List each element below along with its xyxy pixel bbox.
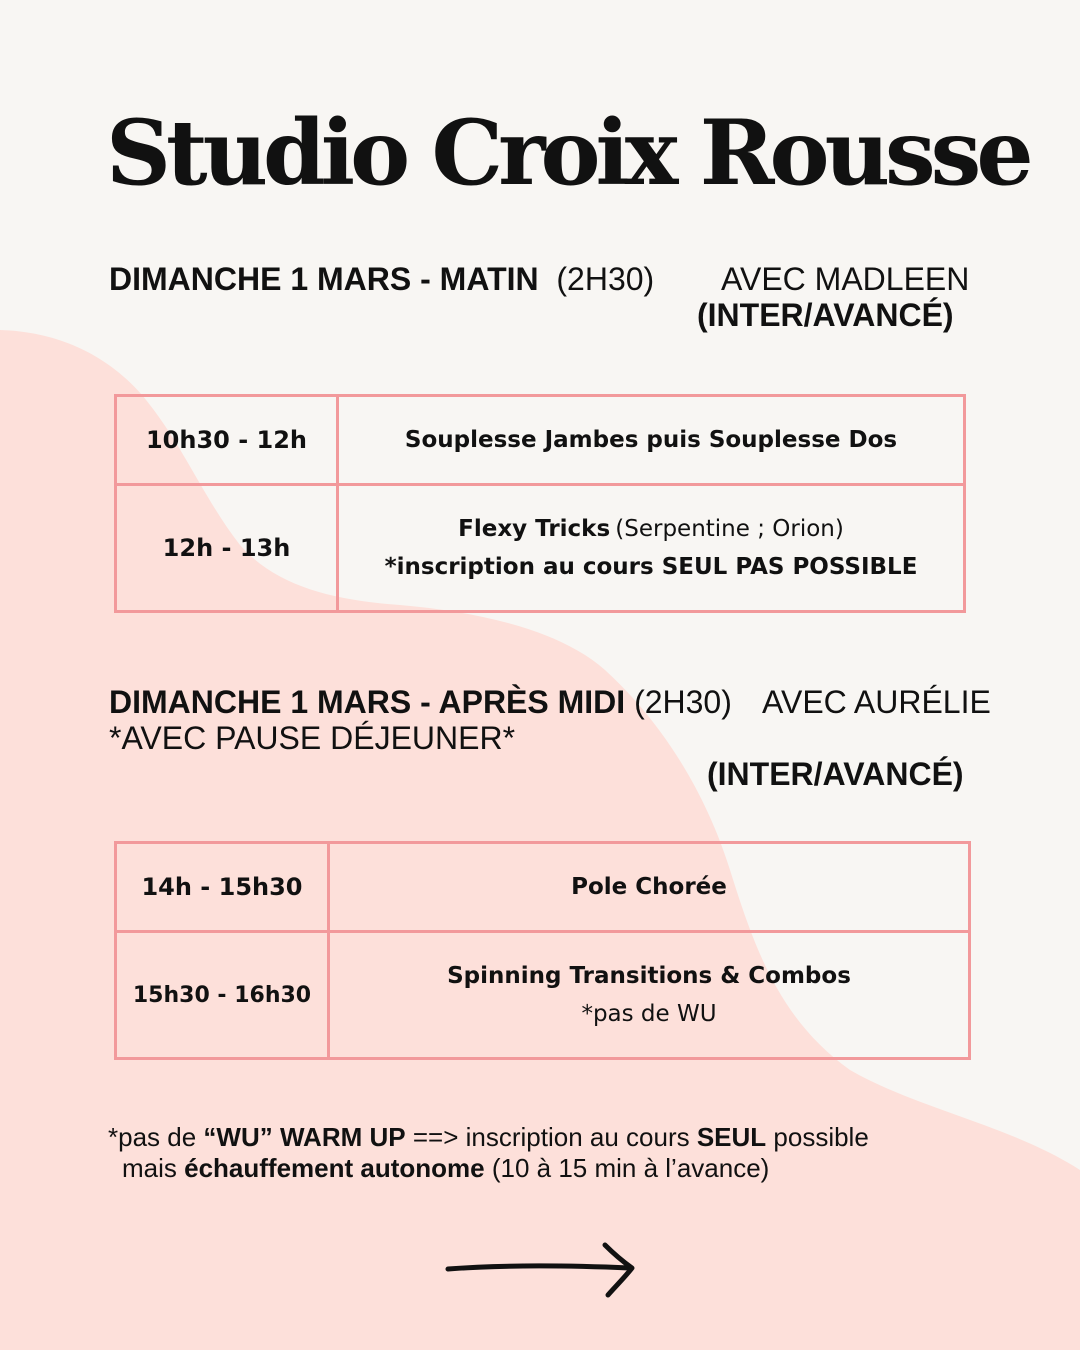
activity-detail: (Serpentine ; Orion) [615,516,844,542]
time-cell: 14h - 15h30 [116,843,329,932]
activity-cell: Souplesse Jambes puis Souplesse Dos [338,396,965,485]
morning-heading: DIMANCHE 1 MARS - MATIN [109,261,539,297]
footnote-text: possible [766,1122,869,1152]
morning-level: (INTER/AVANCÉ) [697,297,954,333]
morning-duration: (2H30) [556,261,655,297]
morning-header [109,261,654,297]
afternoon-schedule-table [114,841,971,1060]
footnote-text: mais [122,1153,185,1183]
activity-cell: Pole Chorée [329,843,970,932]
afternoon-teacher: AVEC AURÉLIE [762,684,991,720]
footnote [108,1122,869,1184]
time-cell: 15h30 - 16h30 [116,932,329,1059]
activity-name: Spinning Transitions & Combos [447,963,851,989]
afternoon-pause: *AVEC PAUSE DÉJEUNER* [109,720,516,756]
footnote-text: *pas de [108,1122,204,1152]
footnote-text: (10 à 15 min à l’avance) [484,1153,770,1183]
activity-cell [338,485,965,612]
time-cell: 10h30 - 12h [116,396,338,485]
afternoon-header [109,684,732,720]
morning-teacher: AVEC MADLEEN [721,261,970,297]
footnote-line-2 [108,1153,869,1184]
afternoon-heading: DIMANCHE 1 MARS - APRÈS MIDI [109,684,626,720]
table-row [116,843,970,932]
afternoon-duration: (2H30) [634,684,732,720]
arrow-right-icon[interactable] [440,1235,640,1305]
table-row [116,932,970,1059]
footnote-emphasis: “WU” WARM UP [203,1122,406,1152]
afternoon-level: (INTER/AVANCÉ) [707,756,964,792]
activity-cell [329,932,970,1059]
footnote-text: ==> inscription au cours [405,1122,697,1152]
activity-note: *pas de WU [581,1001,717,1027]
page-title: Studio Croix Rousse [106,100,1029,206]
footnote-emphasis: SEUL [696,1122,767,1152]
morning-schedule-table [114,394,966,613]
activity-note: *inscription au cours SEUL PAS POSSIBLE [384,554,918,580]
time-cell: 12h - 13h [116,485,338,612]
table-row [116,396,965,485]
activity-name: Flexy Tricks [458,516,611,542]
footnote-line-1 [108,1122,869,1152]
footnote-emphasis: échauffement autonome [184,1153,485,1183]
table-row [116,485,965,612]
